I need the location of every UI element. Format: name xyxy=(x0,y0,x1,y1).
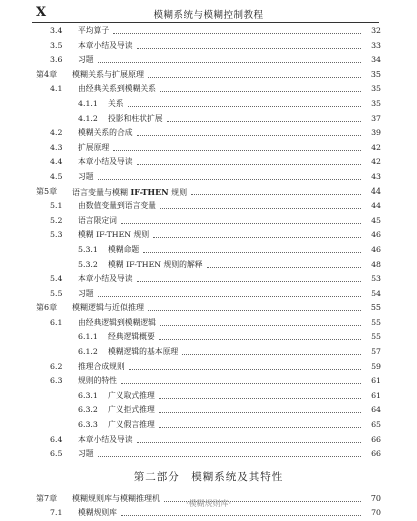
toc-entry-section xyxy=(0,53,417,68)
toc-dot-leader xyxy=(167,121,361,122)
toc-entry-number: 5.2 xyxy=(50,215,63,225)
toc-entry-page: 42 xyxy=(371,142,381,152)
toc-entry-title: 本章小结及导读 xyxy=(78,274,133,284)
toc-entry-page: 64 xyxy=(371,405,381,415)
toc-entry-subsection xyxy=(0,112,417,127)
part-heading: 第二部分 模糊系统及其特性 xyxy=(133,470,284,483)
toc-dot-leader xyxy=(113,33,361,34)
toc-entry-title: 习题 xyxy=(78,171,94,181)
toc-entry-number: 4.3 xyxy=(50,142,63,152)
toc-entry-title: 投影和柱状扩展 xyxy=(108,113,163,123)
toc-entry-number: 4.4 xyxy=(50,157,63,167)
toc-entry-page: 39 xyxy=(371,128,381,138)
toc-entry-page: 35 xyxy=(371,98,381,108)
toc-entry-title: 习题 xyxy=(78,449,94,459)
toc-entry-section xyxy=(0,155,417,170)
toc-entry-number: 5.1 xyxy=(50,201,63,211)
toc-entry-section xyxy=(0,272,417,287)
toc-entry-number: 6.4 xyxy=(50,434,63,444)
cut-off-footer-text: ·模糊规则库· xyxy=(185,499,232,508)
toc-dot-leader xyxy=(137,281,361,282)
toc-entry-section xyxy=(0,447,417,462)
toc-entry-number: 6.1.2 xyxy=(78,347,98,357)
toc-entry-section xyxy=(0,24,417,39)
toc-entry-number: 第5章 xyxy=(36,186,58,196)
toc-dot-leader xyxy=(121,223,361,224)
toc-entry-number: 第6章 xyxy=(36,303,58,313)
toc-entry-title: 模糊逻辑与近似推理 xyxy=(72,303,144,313)
toc-entry-page: 66 xyxy=(371,434,381,444)
toc-dot-leader xyxy=(191,194,361,195)
toc-entry-chapter xyxy=(0,68,417,83)
toc-entry-page: 61 xyxy=(371,390,381,400)
toc-entry-title: 模糊规则库与模糊推理机 xyxy=(72,493,160,503)
toc-entry-number: 6.3.2 xyxy=(78,405,98,415)
toc-entry-number: 5.4 xyxy=(50,274,63,284)
toc-entry-title: 广义取式推理 xyxy=(108,390,155,400)
toc-entry-page: 46 xyxy=(371,230,381,240)
toc-entry-page: 33 xyxy=(371,40,381,50)
toc-entry-number: 5.3 xyxy=(50,230,63,240)
toc-entry-page: 35 xyxy=(370,69,381,79)
toc-dot-leader xyxy=(159,398,361,399)
toc-entry-page: 34 xyxy=(371,55,381,65)
toc-entry-section xyxy=(0,199,417,214)
toc-entry-page: 48 xyxy=(371,259,381,269)
toc-entry-subsection xyxy=(0,345,417,360)
table-of-contents xyxy=(0,24,417,521)
toc-entry-number: 3.5 xyxy=(50,40,63,50)
toc-entry-page: 45 xyxy=(371,215,381,225)
toc-entry-subsection xyxy=(0,243,417,258)
toc-entry-subsection xyxy=(0,330,417,345)
toc-entry-title: 语言限定词 xyxy=(78,215,117,225)
toc-dot-leader xyxy=(129,369,361,370)
toc-entry-number: 第4章 xyxy=(36,69,58,79)
toc-entry-page: 55 xyxy=(370,303,381,313)
toc-entry-number: 4.1 xyxy=(50,84,63,94)
toc-entry-number: 7.1 xyxy=(50,508,63,518)
toc-entry-page: 55 xyxy=(371,332,381,342)
toc-entry-page: 44 xyxy=(370,186,381,196)
toc-entry-section xyxy=(0,287,417,302)
toc-entry-number: 6.3.3 xyxy=(78,420,98,430)
toc-entry-page: 61 xyxy=(371,376,381,386)
toc-entry-title: 由数值变量到语言变量 xyxy=(78,201,156,211)
toc-dot-leader xyxy=(159,427,361,428)
toc-entry-number: 第7章 xyxy=(36,493,58,503)
toc-entry-title: 由经典逻辑到模糊逻辑 xyxy=(78,317,156,327)
toc-entry-title: 习题 xyxy=(78,55,94,65)
toc-entry-title: 扩展原理 xyxy=(78,142,110,152)
toc-entry-number: 6.3 xyxy=(50,376,63,386)
toc-entry-number: 6.1 xyxy=(50,317,63,327)
toc-entry-number: 6.1.1 xyxy=(78,332,98,342)
toc-dot-leader xyxy=(137,164,361,165)
toc-entry-title: 模糊命题 xyxy=(108,244,140,254)
toc-entry-title: 关系 xyxy=(108,98,124,108)
toc-entry-number: 5.3.2 xyxy=(78,259,98,269)
toc-entry-title: 习题 xyxy=(78,288,94,298)
toc-entry-title: 模糊关系与扩展原理 xyxy=(72,69,144,79)
toc-entry-subsection xyxy=(0,258,417,273)
toc-entry-page: 70 xyxy=(371,508,381,518)
toc-entry-subsection xyxy=(0,389,417,404)
toc-entry-title: 广义拒式推理 xyxy=(108,405,155,415)
toc-dot-leader xyxy=(137,135,361,136)
toc-entry-title: 本章小结及导读 xyxy=(78,40,133,50)
toc-entry-subsection xyxy=(0,403,417,418)
toc-entry-title: 推理合成规则 xyxy=(78,361,125,371)
toc-entry-title: 平均算子 xyxy=(78,26,110,35)
toc-dot-leader xyxy=(148,310,361,311)
toc-dot-leader xyxy=(207,267,361,268)
toc-dot-leader xyxy=(160,325,361,326)
toc-entry-page: 59 xyxy=(371,361,381,371)
book-title: 模糊系统与模糊控制教程 xyxy=(153,10,264,21)
toc-entry-section xyxy=(0,82,417,97)
toc-entry-number: 4.2 xyxy=(50,128,63,138)
toc-entry-title: 模糊 IF-THEN 规则的解释 xyxy=(108,259,203,269)
toc-entry-section xyxy=(0,214,417,229)
toc-dot-leader xyxy=(159,339,361,340)
header-rule xyxy=(32,22,379,23)
toc-entry-section xyxy=(0,316,417,331)
toc-dot-leader xyxy=(182,354,361,355)
toc-entries-part-one xyxy=(0,24,417,462)
toc-dot-leader xyxy=(98,62,361,63)
toc-entry-section xyxy=(0,433,417,448)
toc-entry-title: 本章小结及导读 xyxy=(78,434,133,444)
toc-entry-page: 54 xyxy=(371,288,381,298)
toc-dot-leader xyxy=(137,48,361,49)
toc-entry-title: 模糊关系的合成 xyxy=(78,128,133,138)
toc-entry-page: 57 xyxy=(371,347,381,357)
toc-dot-leader xyxy=(159,412,361,413)
toc-dot-leader xyxy=(160,208,361,209)
toc-entry-title: 模糊 IF-THEN 规则 xyxy=(78,230,150,240)
toc-entry-title: 规则的特性 xyxy=(78,376,117,386)
toc-entry-page: 43 xyxy=(371,171,381,181)
toc-dot-leader xyxy=(121,515,361,516)
toc-entry-section xyxy=(0,126,417,141)
toc-dot-leader xyxy=(98,456,361,457)
toc-entry-number: 6.3.1 xyxy=(78,390,98,400)
toc-entry-page: 46 xyxy=(371,244,381,254)
toc-entry-page: 44 xyxy=(371,201,381,211)
toc-entry-number: 3.4 xyxy=(50,26,63,35)
toc-dot-leader xyxy=(148,77,361,78)
toc-entry-number: 6.5 xyxy=(50,449,63,459)
toc-dot-leader xyxy=(160,91,361,92)
toc-dot-leader xyxy=(98,179,361,180)
toc-entry-section xyxy=(0,141,417,156)
toc-dot-leader xyxy=(98,296,361,297)
toc-dot-leader xyxy=(121,383,361,384)
toc-entry-number: 3.6 xyxy=(50,55,63,65)
running-header xyxy=(0,0,417,24)
toc-entry-number: 4.5 xyxy=(50,171,63,181)
toc-entry-title: 广义假言推理 xyxy=(108,420,155,430)
toc-entry-number: 5.3.1 xyxy=(78,244,98,254)
toc-entry-title: 模糊逻辑的基本原理 xyxy=(108,347,179,357)
toc-entry-title: 本章小结及导读 xyxy=(78,157,133,167)
toc-dot-leader xyxy=(137,442,361,443)
toc-entry-number: 5.5 xyxy=(50,288,63,298)
toc-entry-section xyxy=(0,360,417,375)
toc-entry-title: 模糊规则库 xyxy=(78,508,117,518)
toc-entry-title: 由经典关系到模糊关系 xyxy=(78,84,156,94)
toc-entry-subsection xyxy=(0,97,417,112)
toc-entry-section xyxy=(0,228,417,243)
page-number: X xyxy=(36,5,47,20)
toc-dot-leader xyxy=(143,252,361,253)
toc-entry-page: 42 xyxy=(371,157,381,167)
toc-entry-page: 35 xyxy=(371,84,381,94)
toc-entry-section xyxy=(0,170,417,185)
toc-entry-page: 32 xyxy=(371,26,381,35)
toc-entry-page: 37 xyxy=(371,113,381,123)
toc-entry-page: 66 xyxy=(371,449,381,459)
toc-entry-chapter xyxy=(0,301,417,316)
toc-entry-page: 65 xyxy=(371,420,381,430)
toc-entry-number: 6.2 xyxy=(50,361,63,371)
toc-entry-title: 语言变量与模糊 IF-THEN 规则 xyxy=(72,186,188,197)
toc-entry-section xyxy=(0,39,417,54)
toc-entry-title: 经典逻辑概要 xyxy=(108,332,155,342)
toc-entry-number: 4.1.1 xyxy=(78,98,98,108)
toc-entry-title-emphasis: IF-THEN xyxy=(130,186,169,197)
toc-entry-page: 53 xyxy=(371,274,381,284)
toc-entry-section xyxy=(0,374,417,389)
toc-entry-page: 70 xyxy=(370,493,381,503)
toc-dot-leader xyxy=(153,237,361,238)
toc-entry-number: 4.1.2 xyxy=(78,113,98,123)
toc-dot-leader xyxy=(128,106,361,107)
toc-entry-page: 55 xyxy=(371,317,381,327)
toc-entry-subsection xyxy=(0,418,417,433)
toc-entry-chapter xyxy=(0,185,417,200)
toc-dot-leader xyxy=(113,150,361,151)
